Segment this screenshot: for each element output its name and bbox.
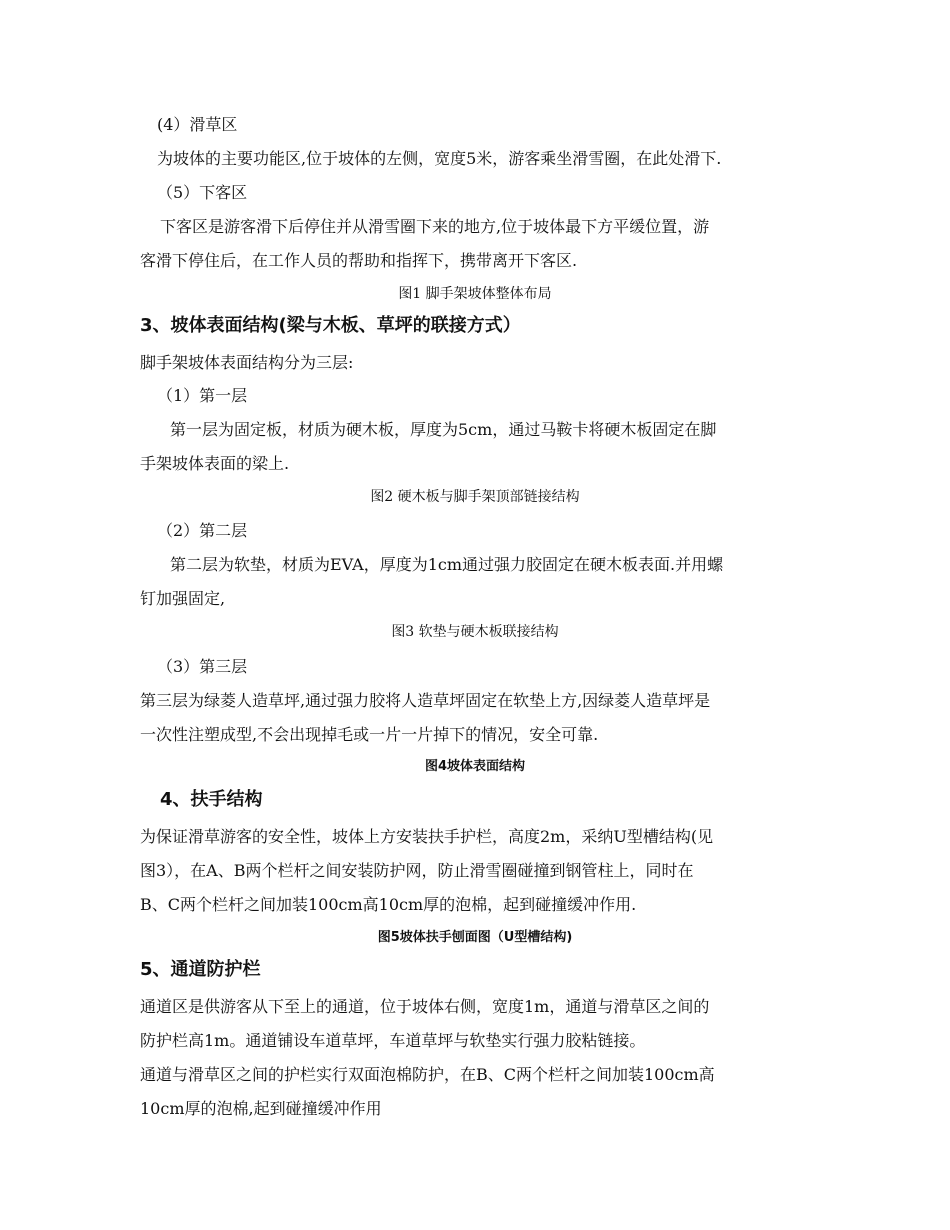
section4-text-line3: B、C两个栏杆之间加装100cm高10cm厚的泡棉，起到碰撞缓冲作用. [140,895,637,914]
section4-heading: 4、扶手结构 [160,789,263,810]
section5-heading: 5、通道防护栏 [140,959,261,980]
layer1-title: （1）第一层 [157,386,248,405]
item5-text-line2: 客滑下停住后，在工作人员的帮助和指挥下，携带离开下客区. [140,251,578,270]
layer2-title: （2）第二层 [157,521,248,540]
item5-title: （5）下客区 [157,183,248,202]
figure2-caption: 图2 硬木板与脚手架顶部链接结构 [370,489,580,505]
figure5-caption: 图5坡体扶手刨面图（U型槽结构) [377,930,573,945]
figure3-caption: 图3 软垫与硬木板联接结构 [391,624,559,640]
section3-intro: 脚手架坡体表面结构分为三层: [140,353,354,372]
layer2-text-line1: 第二层为软垫，材质为EVA，厚度为1cm通过强力胶固定在硬木板表面.并用螺 [170,555,724,574]
section4-text-line2: 图3），在A、B两个栏杆之间安装防护网，防止滑雪圈碰撞到钢管柱上，同时在 [140,861,694,880]
section5-text-line4: 10cm厚的泡棉,起到碰撞缓冲作用 [140,1099,382,1118]
figure4-caption: 图4坡体表面结构 [424,759,526,774]
section3-heading: 3、坡体表面结构(梁与木板、草坪的联接方式） [140,315,521,336]
item4-title: (4）滑草区 [157,115,238,134]
layer3-title: （3）第三层 [157,657,248,676]
layer3-text-line2: 一次性注塑成型,不会出现掉毛或一片一片掉下的情况，安全可靠. [140,725,599,744]
layer3-text-line1: 第三层为绿菱人造草坪,通过强力胶将人造草坪固定在软垫上方,因绿菱人造草坪是 [140,691,711,710]
layer1-text-line1: 第一层为固定板，材质为硬木板，厚度为5cm，通过马鞍卡将硬木板固定在脚 [170,420,717,439]
item5-text-line1: 下客区是游客滑下后停住并从滑雪圈下来的地方,位于坡体最下方平缓位置，游 [160,217,710,236]
section4-text-line1: 为保证滑草游客的安全性，坡体上方安装扶手护栏，高度2m，采纳U型槽结构(见 [140,827,714,846]
layer2-text-line2: 钉加强固定, [140,589,226,608]
layer1-text-line2: 手架坡体表面的梁上. [140,454,290,473]
figure1-caption: 图1 脚手架坡体整体布局 [398,286,552,302]
section5-text-line3: 通道与滑草区之间的护栏实行双面泡棉防护，在B、C两个栏杆之间加装100cm高 [140,1065,715,1084]
section5-text-line1: 通道区是供游客从下至上的通道，位于坡体右侧，宽度1m，通道与滑草区之间的 [140,997,710,1016]
item4-text: 为坡体的主要功能区,位于坡体的左侧，宽度5米，游客乘坐滑雪圈，在此处滑下. [157,149,722,168]
section5-text-line2: 防护栏高1m。通道铺设车道草坪，车道草坪与软垫实行强力胶粘链接。 [140,1031,646,1050]
